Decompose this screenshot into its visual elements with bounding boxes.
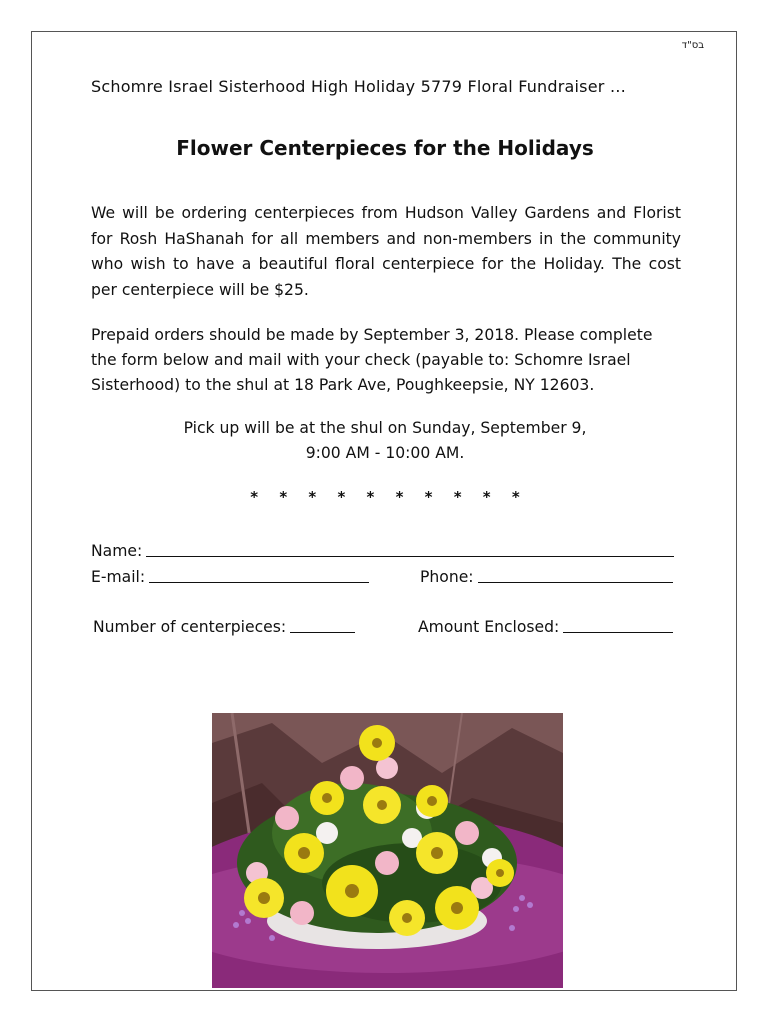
orders-paragraph: Prepaid orders should be made by September 3, 2018. Please complete the form below and mail with your check (payable to: Schomre Israel Sisterhood) to the shul at 18 Park Ave, Poughkeepsie, NY 12603. (91, 326, 653, 394)
pink-carnation (290, 901, 314, 925)
yellow-daisy (244, 878, 284, 918)
pink-carnation (455, 821, 479, 845)
intro-paragraph: We will be ordering centerpieces from Hudson Valley Gardens and Florist for Rosh HaShanah for all members and non-members in the community who wish to have a beautiful floral centerpiece for the Holiday. The cost per centerpiece will be $25. (91, 204, 681, 299)
yellow-daisy (363, 786, 401, 824)
pickup-info (0, 416, 770, 466)
centerpiece-count-blank-line[interactable] (290, 618, 355, 633)
fundraiser-header: Schomre Israel Sisterhood High Holiday 5779 Floral Fundraiser … (91, 77, 627, 96)
star-divider: * * * * * * * * * * (250, 488, 520, 506)
yellow-daisy (435, 886, 479, 930)
yellow-daisy (284, 833, 324, 873)
yellow-daisy (416, 832, 458, 874)
amount-enclosed-label: Amount Enclosed: (418, 618, 560, 636)
floral-centerpiece-photo (212, 713, 563, 988)
phone-field[interactable] (420, 568, 673, 586)
name-blank-line[interactable] (146, 542, 674, 557)
amount-enclosed-field[interactable] (418, 618, 673, 636)
yellow-daisy (486, 859, 514, 887)
phone-blank-line[interactable] (478, 568, 673, 583)
name-label: Name: (91, 542, 143, 560)
centerpiece-count-label: Number of centerpieces: (93, 618, 287, 636)
pink-carnation (375, 851, 399, 875)
pink-carnation (275, 806, 299, 830)
yellow-daisy (310, 781, 344, 815)
amount-enclosed-blank-line[interactable] (563, 618, 673, 633)
pickup-line-2: 9:00 AM - 10:00 AM. (305, 444, 465, 462)
email-field[interactable] (91, 568, 369, 586)
yellow-daisy (326, 865, 378, 917)
email-label: E-mail: (91, 568, 146, 586)
hebrew-mark: בס"ד (681, 40, 704, 51)
centerpiece-count-field[interactable] (93, 618, 355, 636)
yellow-daisy (416, 785, 448, 817)
name-field[interactable] (91, 542, 674, 560)
yellow-daisy (359, 725, 395, 761)
pickup-line-1: Pick up will be at the shul on Sunday, September 9, (183, 419, 587, 437)
yellow-daisy (389, 900, 425, 936)
page-title: Flower Centerpieces for the Holidays (176, 136, 594, 160)
pink-carnation (340, 766, 364, 790)
phone-label: Phone: (420, 568, 474, 586)
floral-centerpiece-illustration (212, 713, 563, 988)
email-blank-line[interactable] (149, 568, 369, 583)
